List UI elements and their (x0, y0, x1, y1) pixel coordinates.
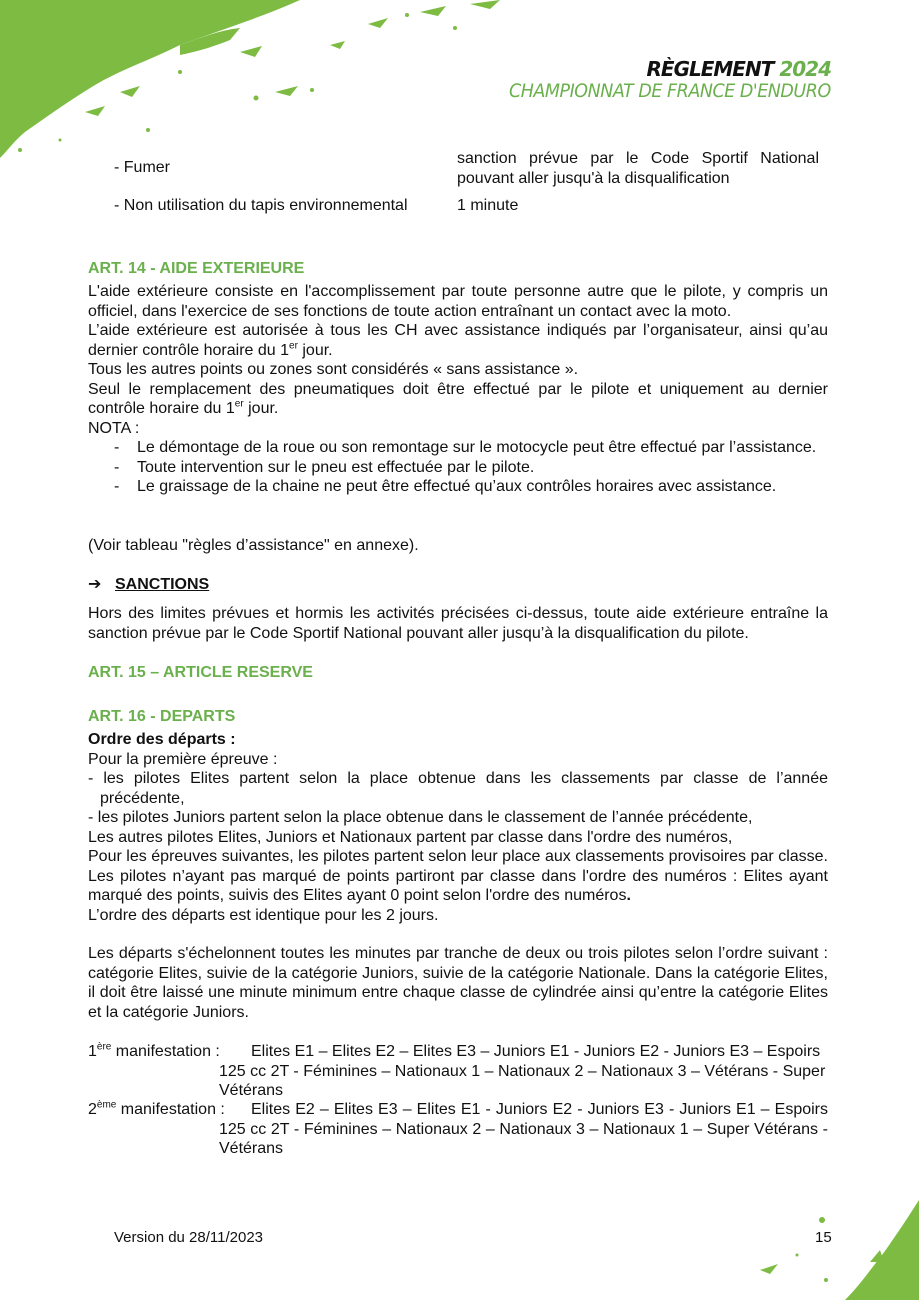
manif-num: 2 (88, 1101, 97, 1118)
header-title-word: RÈGLEMENT (646, 57, 774, 81)
manifestation-2-label (88, 1100, 225, 1120)
footer-version: Version du 28/11/2023 (114, 1229, 264, 1246)
art16-identical: L’ordre des départs est identique pour les 2 jours. (88, 906, 439, 924)
art14-p2-after: jour. (297, 341, 333, 359)
art14-p4-text: Seul le remplacement des pneumatiques doit être effectué par le pilote et uniquement au dernier contrôle horaire du 1 (88, 380, 828, 417)
art15-heading: ART. 15 – ARTICLE RESERVE (88, 664, 313, 681)
art16-heading: ART. 16 - DEPARTS (88, 708, 236, 725)
art16-subheading: Ordre des départs : (88, 731, 236, 748)
art14-heading: ART. 14 - AIDE EXTERIEURE (88, 260, 305, 277)
manifestation-2-order: Elites E2 – Elites E3 – Elites E1 - Juniors E2 - Juniors E3 - Juniors E1 – Espoirs 125 cc 2T - Féminines – Nationaux 2 – Nationaux 3 – Nationaux 1 – Super Vétérans - Vétérans (219, 1101, 828, 1157)
art16-others: Les autres pilotes Elites, Juniors et Nationaux partent par classe dans l'ordre des numéros, (88, 828, 733, 846)
manifestation-1-order: Elites E1 – Elites E2 – Elites E3 – Juniors E1 - Juniors E2 - Juniors E3 – Espoirs 125 cc 2T - Féminines – Nationaux 1 – Nationaux 2 – Nationaux 3 – Vétérans - Super Vétérans (219, 1043, 826, 1099)
manifestation-1-label (88, 1042, 220, 1062)
art14-paragraph-4 (88, 380, 828, 419)
art14-p2-text: L’aide extérieure est autorisée à tous les CH avec assistance indiqués par l’organisateur, ainsi qu’au dernier contrôle horaire du 1 (88, 322, 828, 359)
art14-see-table: (Voir tableau "règles d’assistance" en annexe). (88, 537, 419, 554)
art14-paragraph-3: Tous les autres points ou zones sont considérés « sans assistance ». (88, 361, 579, 378)
nota-item: - Le graissage de la chaine ne peut être effectué qu’aux contrôles horaires avec assistance. (114, 477, 828, 497)
header-title (481, 58, 831, 80)
penalty-row-mat-value: 1 minute (457, 197, 519, 214)
penalty-label: Fumer (123, 159, 171, 176)
penalty-label: Non utilisation du tapis environnemental (123, 197, 408, 214)
art16-following (88, 847, 828, 906)
nota-item: - Le démontage de la roue ou son remontage sur le motocycle peut être effectué par l’assistance. (114, 438, 828, 458)
manif-label-text: manifestation : (116, 1101, 225, 1118)
arrow-right-icon: ➔ (88, 576, 102, 593)
art14-paragraph-1: L'aide extérieure consiste en l'accomplissement par toute personne autre que le pilote, y compris un officiel, dans l'exercice de ses fonctions de toute action entraînant un contact avec la moto. (88, 283, 828, 320)
header-title-year: 2024 (779, 57, 831, 81)
penalty-row-smoking-value: sanction prévue par le Code Sportif National pouvant aller jusqu'à la disqualification (457, 150, 819, 187)
art16-dash-juniors: - les pilotes Juniors partent selon la place obtenue dans le classement de l’année précédente, (88, 809, 753, 826)
art16-body (88, 730, 828, 925)
art14-nota-list (114, 438, 828, 497)
art14-p2-sup: er (289, 340, 298, 352)
page-number: 15 (815, 1229, 832, 1246)
nota-item: - Toute intervention sur le pneu est effectuée par le pilote. (114, 458, 828, 478)
art14-paragraph-2 (88, 321, 828, 360)
manif-sup: ère (96, 1041, 112, 1053)
document-header (481, 58, 831, 103)
art16-first-event: Pour la première épreuve : (88, 750, 278, 768)
art14-nota-label: NOTA : (88, 419, 140, 437)
art16-dash-elites: - les pilotes Elites partent selon la place obtenue dans les classements par classe de l’année précédente, (88, 770, 828, 807)
sanctions-text: Hors des limites prévues et hormis les activités précisées ci-dessus, toute aide extérieure entraîne la sanction prévue par le Code Sportif National pouvant aller jusqu’à la disqualification du pilote. (88, 605, 828, 642)
art16-following-text: Pour les épreuves suivantes, les pilotes partent selon leur place aux classements provisoires par classe. Les pilotes n’ayant pas marqué de points partiront par classe dans l'ordre des numéros : Elites ayant marqué des points, suivis des Elites ayant 0 point selon l'ordre des numéros (88, 848, 828, 904)
art14-p4-sup: er (234, 398, 244, 410)
sanctions-title-row (88, 575, 209, 595)
header-subtitle: CHAMPIONNAT DE FRANCE D'ENDURO (509, 80, 831, 102)
art16-following-dot: . (626, 887, 631, 904)
manif-sup: ème (96, 1099, 117, 1111)
art14-p4-after: jour. (243, 400, 279, 417)
penalty-row-mat-label: - Non utilisation du tapis environnemental (114, 197, 408, 214)
sanctions-title: SANCTIONS (115, 576, 210, 593)
manif-label-text: manifestation : (111, 1043, 220, 1060)
manif-num: 1 (88, 1043, 97, 1060)
art16-stagger: Les départs s'échelonnent toutes les minutes par tranche de deux ou trois pilotes selon l’ordre suivant : catégorie Elites, suivie de la catégorie Juniors, suivie de la catégorie Nationale. Dans la catégorie Elites, il doit être laissé une minute minimum entre chaque classe de cylindrée ainsi qu’entre la catégorie Elites et la catégorie Juniors. (88, 945, 828, 1021)
penalty-row-smoking-label: - Fumer (114, 159, 171, 176)
art14-body (88, 282, 828, 438)
